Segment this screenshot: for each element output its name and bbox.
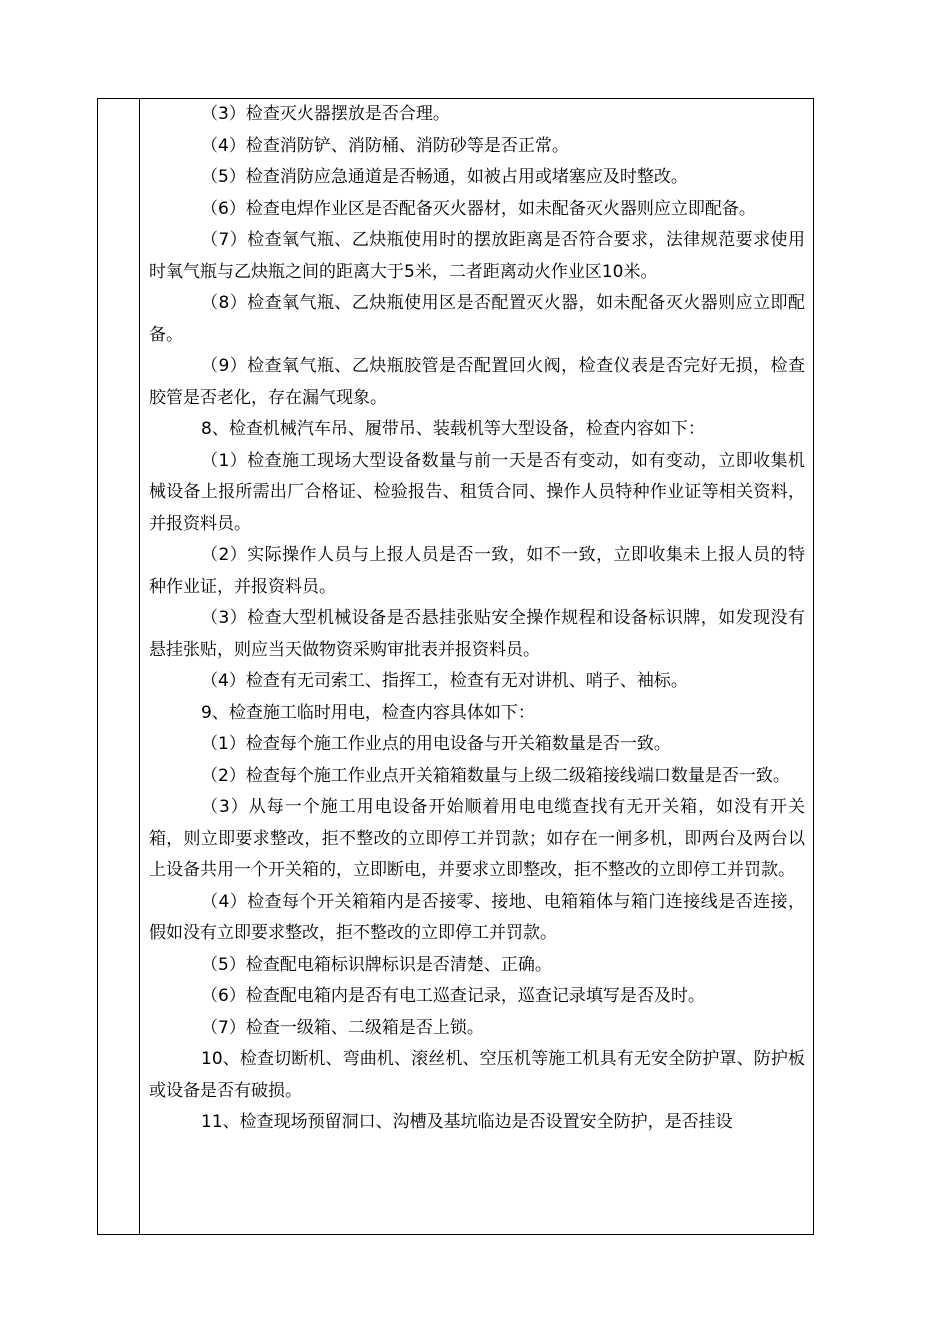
paragraph: （7）检查一级箱、二级箱是否上锁。 xyxy=(201,1017,484,1038)
paragraph: （4）检查消防铲、消防桶、消防砂等是否正常。 xyxy=(201,135,569,156)
paragraph: （3）检查灭火器摆放是否合理。 xyxy=(201,104,450,124)
paragraph: （5）检查配电箱标识牌标识是否清楚、正确。 xyxy=(201,954,552,975)
section-heading: 11、检查现场预留洞口、沟槽及基坑临边是否设置安全防护，是否挂设 xyxy=(201,1112,733,1132)
paragraph: （7）检查氧气瓶、乙炔瓶使用时的摆放距离是否符合要求，法律规范要求使用时氧气瓶与乙炔瓶之间的距离大于5米，二者距离动火作业区10米。 xyxy=(149,230,805,282)
document-table xyxy=(97,98,814,1235)
paragraph: （1）检查施工现场大型设备数量与前一天是否有变动，如有变动，立即收集机械设备上报所需出厂合格证、检验报告、租赁合同、操作人员特种作业证等相关资料，并报资料员。 xyxy=(149,450,805,534)
column-divider xyxy=(139,99,140,1234)
section-heading: 10、检查切断机、弯曲机、滚丝机、空压机等施工机具有无安全防护罩、防护板或设备是否有破损。 xyxy=(149,1049,805,1101)
paragraph: （5）检查消防应急通道是否畅通，如被占用或堵塞应及时整改。 xyxy=(201,167,688,187)
paragraph: （1）检查每个施工作业点的用电设备与开关箱数量是否一致。 xyxy=(201,734,671,754)
paragraph: （8）检查氧气瓶、乙炔瓶使用区是否配置灭火器，如未配备灭火器则应立即配备。 xyxy=(149,293,805,345)
section-heading: 9、检查施工临时用电，检查内容具体如下： xyxy=(201,702,535,723)
content-cell xyxy=(149,99,805,1139)
paragraph: （3）检查大型机械设备是否悬挂张贴安全操作规程和设备标识牌，如发现没有悬挂张贴，则应当天做物资采购审批表并报资料员。 xyxy=(149,608,805,660)
paragraph: （3）从每一个施工用电设备开始顺着用电电缆查找有无开关箱，如没有开关箱，则立即要求整改，拒不整改的立即停工并罚款；如存在一闸多机，即两台及两台以上设备共用一个开关箱的，立即断电，并要求立即整改，拒不整改的立即停工并罚款。 xyxy=(149,797,805,880)
paragraph: （2）检查每个施工作业点开关箱箱数量与上级二级箱接线端口数量是否一致。 xyxy=(201,765,790,786)
paragraph: （2）实际操作人员与上报人员是否一致，如不一致，立即收集未上报人员的特种作业证，并报资料员。 xyxy=(149,545,805,597)
paragraph: （4）检查有无司索工、指挥工，检查有无对讲机、哨子、袖标。 xyxy=(201,671,688,691)
paragraph: （6）检查电焊作业区是否配备灭火器材，如未配备灭火器则应立即配备。 xyxy=(201,198,756,219)
paragraph: （9）检查氧气瓶、乙炔瓶胶管是否配置回火阀，检查仪表是否完好无损，检查胶管是否老化，存在漏气现象。 xyxy=(149,356,805,408)
section-heading: 8、检查机械汽车吊、履带吊、装载机等大型设备，检查内容如下： xyxy=(201,419,705,439)
paragraph: （6）检查配电箱内是否有电工巡查记录，巡查记录填写是否及时。 xyxy=(201,986,705,1006)
paragraph: （4）检查每个开关箱箱内是否接零、接地、电箱箱体与箱门连接线是否连接，假如没有立即要求整改，拒不整改的立即停工并罚款。 xyxy=(149,891,805,943)
